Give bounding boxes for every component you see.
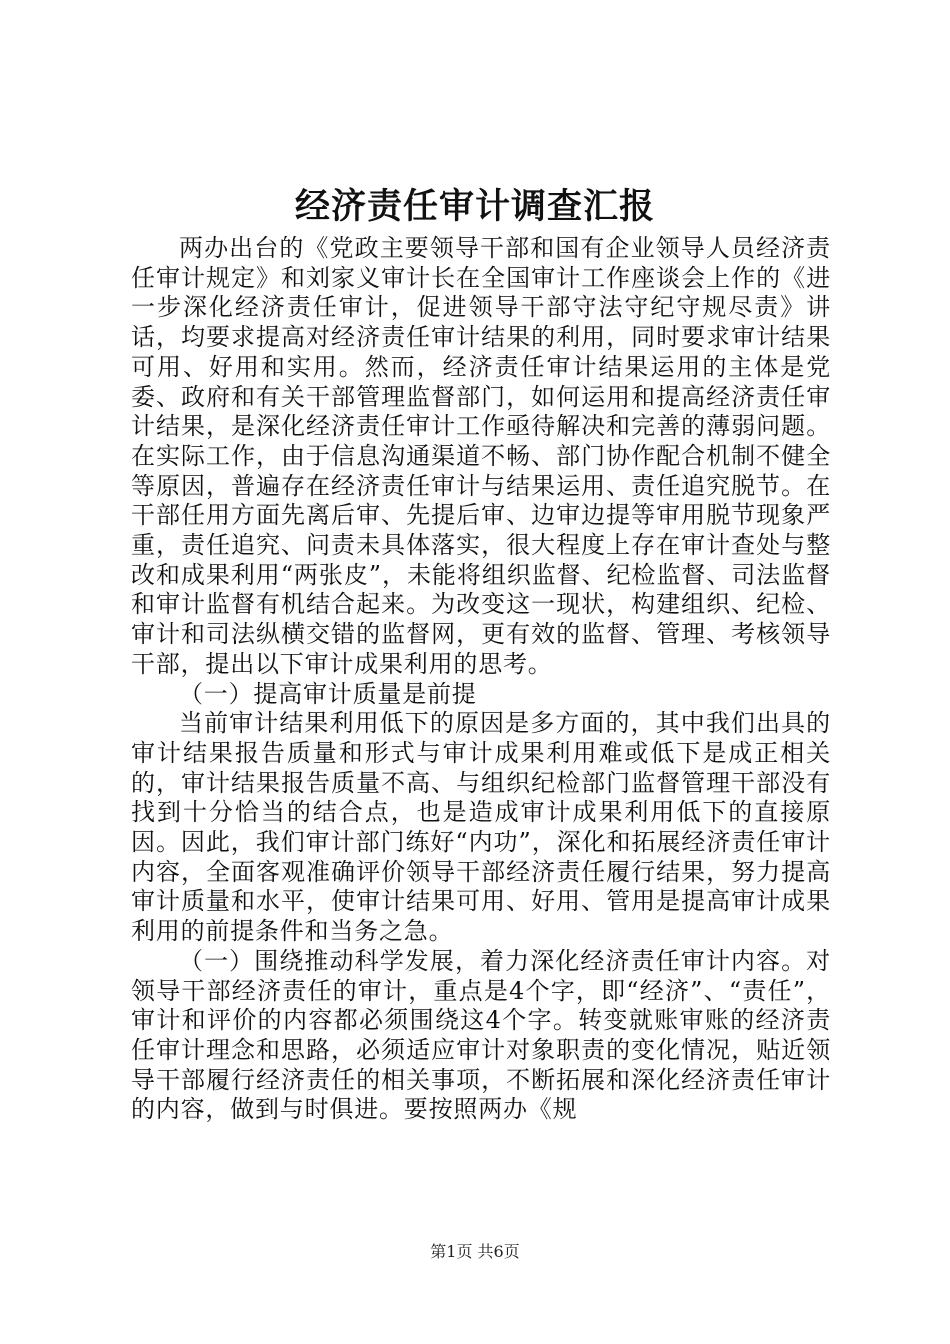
page-number-footer: 第1页 共6页 (430, 1242, 520, 1261)
paragraph-intro: 两办出台的《党政主要领导干部和国有企业领导人员经济责任审计规定》和刘家义审计长在全国审计工作座谈会上作的《进一步深化经济责任审计，促进领导干部守法守纪守规尽责》讲话，均要求提高对经济责任审计结果的利用，同时要求审计结果可用、好用和实用。然而，经济责任审计结果运用的主体是党委、政府和有关干部管理监督部门，如何运用和提高经济责任审计结果，是深化经济责任审计工作亟待解决和完善的薄弱问题。在实际工作，由于信息沟通渠道不畅、部门协作配合机制不健全等原因，普遍存在经济责任审计与结果运用、责任追究脱节。在干部任用方面先离后审、先提后审、边审边提等审用脱节现象严重，责任追究、问责未具体落实，很大程度上存在审计查处与整改和成果利用“两张皮”，未能将组织监督、纪检监督、司法监督和审计监督有机结合起来。为改变这一现状，构建组织、纪检、审计和司法纵横交错的监督网，更有效的监督、管理、考核领导干部，提出以下审计成果利用的思考。 (131, 234, 831, 678)
document-body (131, 234, 831, 1125)
paragraph-quality: 当前审计结果利用低下的原因是多方面的，其中我们出具的审计结果报告质量和形式与审计成果利用难或低下是成正相关的，审计结果报告质量不高、与组织纪检部门监督管理干部没有找到十分恰当的结合点，也是造成审计成果利用低下的直接原因。因此，我们审计部门练好“内功”，深化和拓展经济责任审计内容，全面客观准确评价领导干部经济责任履行结果，努力提高审计质量和水平，使审计结果可用、好用、管用是提高审计成果利用的前提条件和当务之急。 (131, 709, 831, 946)
document-title: 经济责任审计调查汇报 (294, 186, 655, 227)
paragraph-subsection: （一）围绕推动科学发展，着力深化经济责任审计内容。对领导干部经济责任的审计，重点是4个字，即“经济”、“责任”，审计和评价的内容都必须围绕这4个字。转变就账审账的经济责任审计理念和思路，必须适应审计对象职责的变化情况，贴近领导干部履行经济责任的相关事项，不断拓展和深化经济责任审计的内容，做到与时俱进。要按照两办《规 (131, 946, 831, 1124)
section-heading: （一）提高审计质量是前提 (179, 679, 477, 708)
